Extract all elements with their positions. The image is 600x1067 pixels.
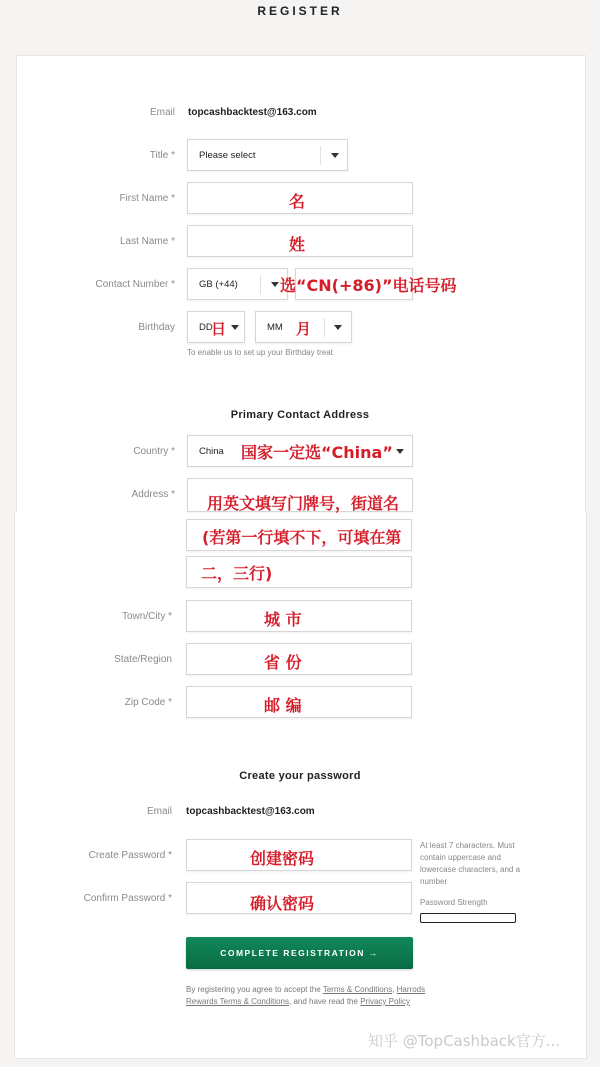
last-name-input[interactable] [187,225,413,257]
address-label: Address * [131,489,175,500]
confirm-password-label: Confirm Password * [83,893,172,904]
city-annotation: 城 市 [264,610,302,629]
state-annotation: 省 份 [264,653,302,672]
birthday-month-select[interactable] [255,311,352,343]
address-annotation-line-3: 二，三行) [201,564,273,583]
country-code-value: GB (+44) [199,279,238,290]
legal-separator: , [392,985,397,994]
confirm-password-annotation: 确认密码 [250,894,315,913]
password-strength-meter [420,913,516,923]
address-annotation-line-2: (若第一行填不下，可填在第 [202,528,402,547]
password-rules-hint: At least 7 characters. Must contain uppercase and lowercase characters, and a number [420,841,521,886]
create-password-label: Create Password * [88,850,172,861]
password-email-label: Email [146,806,172,817]
select-divider [260,275,261,294]
first-name-annotation: 名 [289,192,306,211]
country-label: Country * [133,446,175,457]
city-input[interactable] [186,600,412,632]
rewards-terms-link[interactable]: Harrods Rewards Terms & Conditions [186,985,426,1006]
registration-panel-lower [14,512,587,1059]
chevron-down-icon [331,153,339,158]
birthday-day-value: DD [199,322,213,333]
country-code-select[interactable] [187,268,288,300]
country-annotation: 国家一定选“China” [241,443,393,462]
first-name-input[interactable] [187,182,413,214]
chevron-down-icon [231,325,239,330]
title-select[interactable] [187,139,348,171]
chevron-down-icon [396,449,404,454]
state-label: State/Region [114,654,172,665]
confirm-password-input[interactable] [186,882,412,914]
privacy-policy-link[interactable]: Privacy Policy [360,997,410,1006]
email-value: topcashbacktest@163.com [188,107,317,118]
watermark: 知乎 @TopCashback官方... [368,1032,561,1050]
contact-number-annotation: 选“CN(+86)”电话号码 [280,276,457,295]
zip-annotation: 邮 编 [264,696,302,715]
legal-mid: , and have read the [289,997,361,1006]
city-label: Town/City * [121,611,172,622]
legal-prefix: By registering you agree to accept the [186,985,323,994]
password-email-value: topcashbacktest@163.com [186,806,315,817]
title-label: Title * [149,150,175,161]
complete-registration-button[interactable]: COMPLETE REGISTRATION → [186,937,413,969]
email-label: Email [149,107,175,118]
select-divider [320,146,321,165]
title-selected-value: Please select [199,150,256,161]
legal-notice [186,984,426,1008]
page-title: REGISTER [257,4,343,18]
birthday-month-value: MM [267,322,283,333]
chevron-down-icon [271,282,279,287]
state-input[interactable] [186,643,412,675]
birthday-day-annotation: 日 [211,320,227,338]
address-annotation-line-1: 用英文填写门牌号，街道名 [207,494,400,513]
contact-number-label: Contact Number * [95,279,175,290]
terms-link[interactable]: Terms & Conditions [322,985,393,994]
address-section-title: Primary Contact Address [230,409,370,421]
password-section-title: Create your password [239,770,361,782]
zip-input[interactable] [186,686,412,718]
last-name-label: Last Name * [119,236,175,247]
country-selected-value: China [199,446,224,457]
chevron-down-icon [334,325,342,330]
first-name-label: First Name * [119,193,175,204]
password-strength-label: Password Strength [420,898,488,907]
create-password-input[interactable] [186,839,412,871]
birthday-label: Birthday [138,322,175,333]
birthday-day-select[interactable] [187,311,245,343]
create-password-annotation: 创建密码 [250,849,315,868]
last-name-annotation: 姓 [289,235,306,254]
select-divider [324,318,325,337]
birthday-hint: To enable us to set up your Birthday treat [187,348,333,357]
birthday-month-annotation: 月 [296,320,312,338]
zip-label: Zip Code * [124,697,172,708]
